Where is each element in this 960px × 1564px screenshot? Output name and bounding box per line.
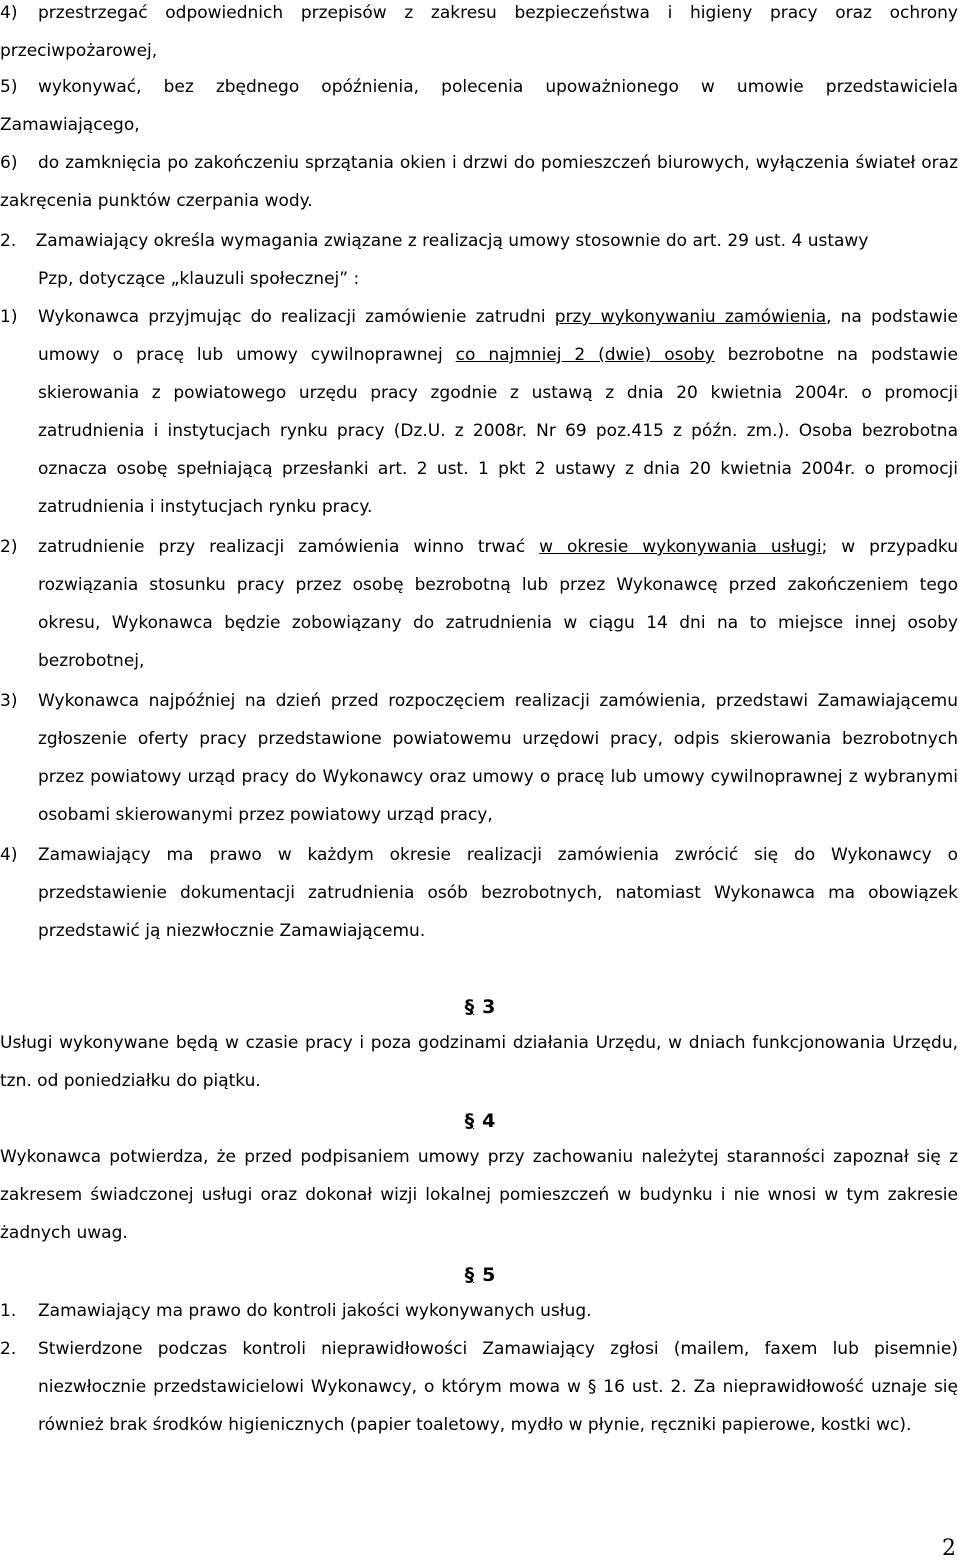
point-text: Stwierdzone podczas kontroli nieprawidłowości Zamawiający zgłosi (mailem, faxem lub pisemnie) niezwłocznie przedstawicielowi Wykonawcy, o którym mowa w § 16 ust. 2. Za nieprawidłowość uznaje się również brak środków higienicznych (papier toaletowy, mydło w płynie, ręczniki papierowe, kostki wc). [38, 1339, 958, 1435]
clause-item-text: Zamawiający ma prawo w każdym okresie realizacji zamówienia zwrócić się do Wykonawcy o przedstawienie dokumentacji zatrudnienia osób bezrobotnych, natomiast Wykonawca ma obowiązek przedstawić ją niezwłocznie Zamawiającemu. [38, 845, 958, 941]
clause-item-number: 4) [0, 845, 18, 865]
page-number: 2 [942, 1536, 956, 1561]
section-number: 5 [482, 1264, 496, 1286]
list-item-text: przestrzegać odpowiednich przepisów z zakresu bezpieczeństwa i higieny pracy oraz ochrony przeciwpożarowej, [0, 3, 958, 61]
clause-item-4 [0, 836, 958, 952]
section-sign: § [464, 996, 475, 1018]
clause-item-number: 2) [0, 537, 18, 557]
section-5-heading [0, 1260, 960, 1290]
section-3-heading [0, 992, 960, 1022]
list-item-6 [0, 144, 958, 220]
underlined-phrase: co najmniej 2 (dwie) osoby [455, 345, 715, 365]
section-4-heading [0, 1106, 960, 1136]
clause-item-text: Wykonawca przyjmując do realizacji zamówienie zatrudni [38, 307, 555, 327]
section-number: 4 [482, 1110, 496, 1132]
list-item-text: do zamknięcia po zakończeniu sprzątania okien i drzwi do pomieszczeń biurowych, wyłączenia świateł oraz zakręcenia punktów czerpania wody. [0, 153, 958, 211]
clause-item-text: , na podstawie umowy o pracę lub umowy cywilnoprawnej [38, 307, 958, 365]
list-item-text: wykonywać, bez zbędnego opóźnienia, polecenia upoważnionego w umowie przedstawiciela Zamawiającego, [0, 77, 958, 135]
point-2-number: 2. [0, 231, 17, 251]
section-sign: § [464, 1264, 475, 1286]
clause-item-number: 3) [0, 691, 18, 711]
clause-item-text: ; w przypadku rozwiązania stosunku pracy przez osobę bezrobotną lub przez Wykonawcę przed zakończeniem tego okresu, Wykonawca będzie zobowiązany do zatrudnienia w ciągu 14 dni na to miejsce innej osoby bezrobotnej, [38, 537, 958, 671]
clause-item-number: 1) [0, 307, 18, 327]
point-2-text: Zamawiający określa wymagania związane z realizacją umowy stosownie do art. 29 ust. 4 ustawy [35, 231, 869, 251]
list-item-number: 5) [0, 77, 18, 97]
clause-item-2 [0, 528, 958, 682]
point-text: Zamawiający ma prawo do kontroli jakości wykonywanych usług. [38, 1301, 592, 1321]
section-5-point-2 [0, 1330, 958, 1484]
clause-item-1 [0, 298, 958, 528]
list-item-number: 4) [0, 3, 18, 23]
point-number: 1. [0, 1301, 17, 1321]
section-3-text: Usługi wykonywane będą w czasie pracy i poza godzinami działania Urzędu, w dniach funkcjonowania Urzędu, tzn. od poniedziałku do piątku. [0, 1033, 958, 1091]
section-sign: § [464, 1110, 475, 1132]
section-number: 3 [482, 996, 496, 1018]
clause-item-text: Wykonawca najpóźniej na dzień przed rozpoczęciem realizacji zamówienia, przedstawi Zamawiającemu zgłoszenie oferty pracy przedstawione powiatowemu urzędowi pracy, odpis skierowania bezrobotnych przez powiatowy urząd pracy do Wykonawcy oraz umowy o pracę lub umowy cywilnoprawnej z wybranymi osobami skierowanymi przez powiatowy urząd pracy, [38, 691, 958, 825]
list-item-5 [0, 68, 958, 144]
section-5-point-1 [0, 1292, 958, 1330]
underlined-phrase: przy wykonywaniu zamówienia [554, 307, 827, 327]
underlined-phrase: w okresie wykonywania usługi [539, 537, 822, 557]
clause-item-text: zatrudnienie przy realizacji zamówienia winno trwać [38, 537, 540, 557]
list-item-number: 6) [0, 153, 18, 173]
section-4-text: Wykonawca potwierdza, że przed podpisaniem umowy przy zachowaniu należytej staranności zapoznał się z zakresem świadczonej usługi oraz dokonał wizji lokalnej pomieszczeń w budynku i nie wnosi w tym zakresie żadnych uwag. [0, 1147, 958, 1243]
point-2-first-line [0, 222, 958, 260]
clause-item-3 [0, 682, 958, 836]
clause-item-text: bezrobotne na podstawie skierowania z powiatowego urzędu pracy zgodnie z ustawą z dnia 20 kwietnia 2004r. o promocji zatrudnienia i instytucjach rynku pracy (Dz.U. z 2008r. Nr 69 poz.415 z późn. zm.). Osoba bezrobotna oznacza osobę spełniającą przesłanki art. 2 ust. 1 pkt 2 ustawy z dnia 20 kwietnia 2004r. o promocji zatrudnienia i instytucjach rynku pracy. [38, 345, 958, 517]
list-item-4 [0, 0, 958, 70]
point-2 [0, 222, 958, 298]
point-2-second-line: Pzp, dotyczące „klauzuli społecznej” : [38, 269, 360, 289]
point-number: 2. [0, 1339, 17, 1359]
